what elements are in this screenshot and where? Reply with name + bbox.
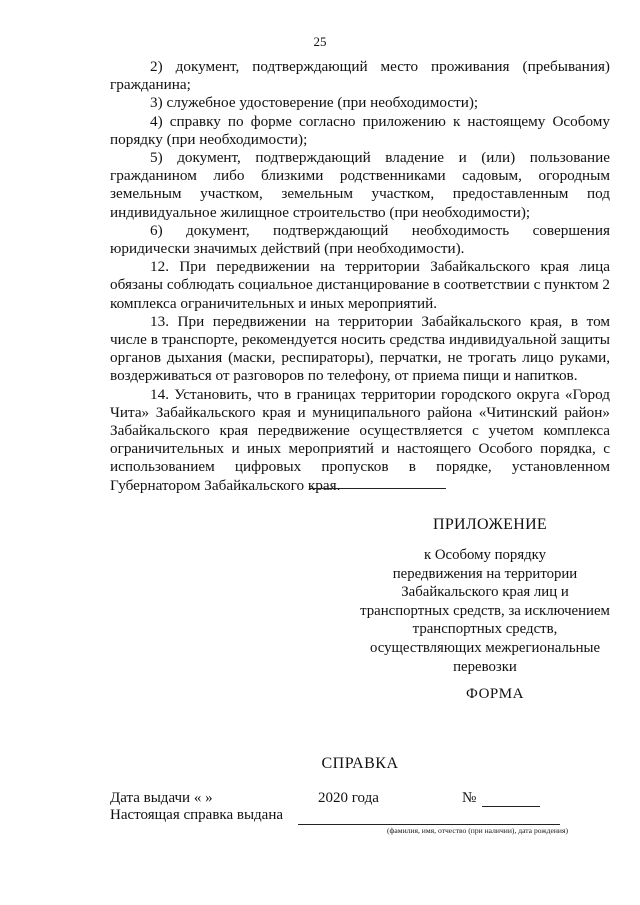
fio-caption: (фамилия, имя, отчество (при наличии), дата рождения) xyxy=(386,826,568,835)
paragraph-item-3: 3) служебное удостоверение (при необходимости); xyxy=(150,94,479,112)
certificate-title: СПРАВКА xyxy=(321,755,399,772)
appendix-line: осуществляющих межрегиональные xyxy=(369,639,601,656)
appendix-line: Забайкальского края лиц и xyxy=(401,584,569,601)
appendix-line: перевозки xyxy=(453,658,517,675)
appendix-subtitle xyxy=(340,546,630,676)
appendix-line: к Особому порядку xyxy=(423,547,547,563)
number-label: № xyxy=(462,790,477,806)
paragraph-14: 14. Установить, что в границах территории городского округа «Город Чита» Забайкальского края и муниципального района «Читинский район» Забайкальского края передвижение осуществляется с учетом комплекса ограничительных и иных мероприятий и настоящего Особого порядка, с использованием цифровых пропусков в порядке, установленном Губернатором Забайкальского края. xyxy=(110,385,610,494)
section-divider xyxy=(310,488,446,489)
fio-field-line xyxy=(298,824,560,825)
appendix-line: транспортных средств, за исключением xyxy=(360,602,610,619)
year-label: 2020 года xyxy=(318,790,379,806)
document-body xyxy=(110,58,610,495)
paragraph-item-4: 4) справку по форме согласно приложению к настоящему Особому порядку (при необходимости); xyxy=(110,112,610,148)
paragraph-item-2: 2) документ, подтверждающий место проживания (пребывания) гражданина; xyxy=(110,58,610,94)
issued-to-label: Настоящая справка выдана xyxy=(110,807,284,823)
paragraph-item-6: 6) документ, подтверждающий необходимость совершения юридически значимых действий (при необходимости). xyxy=(110,221,610,258)
page-number: 25 xyxy=(313,34,327,49)
issue-date-label: Дата выдачи « » xyxy=(110,790,213,806)
appendix-line: передвижения на территории xyxy=(392,565,578,582)
number-field-line xyxy=(482,806,540,807)
appendix-title: ПРИЛОЖЕНИЕ xyxy=(432,516,547,533)
appendix-line: транспортных средств, xyxy=(412,621,558,638)
paragraph-13: 13. При передвижении на территории Забайкальского края, в том числе в транспорте, рекомендуется носить средства индивидуальной защиты органов дыхания (маски, респираторы), перчатки, не трогать лицо руками, воздерживаться от разговоров по телефону, от приема пищи и напитков. xyxy=(110,312,610,385)
paragraph-12: 12. При передвижении на территории Забайкальского края лица обязаны соблюдать социальное дистанцирование в соответствии с пунктом 2 комплекса ограничительных и иных мероприятий. xyxy=(110,258,610,312)
form-label: ФОРМА xyxy=(466,686,524,702)
paragraph-item-5: 5) документ, подтверждающий владение и (или) пользование гражданином либо близкими родственниками садовым, огородным земельным участком, земельным участком, предоставленным под индивидуальное жилищное строительство (при необходимости); xyxy=(110,149,610,221)
